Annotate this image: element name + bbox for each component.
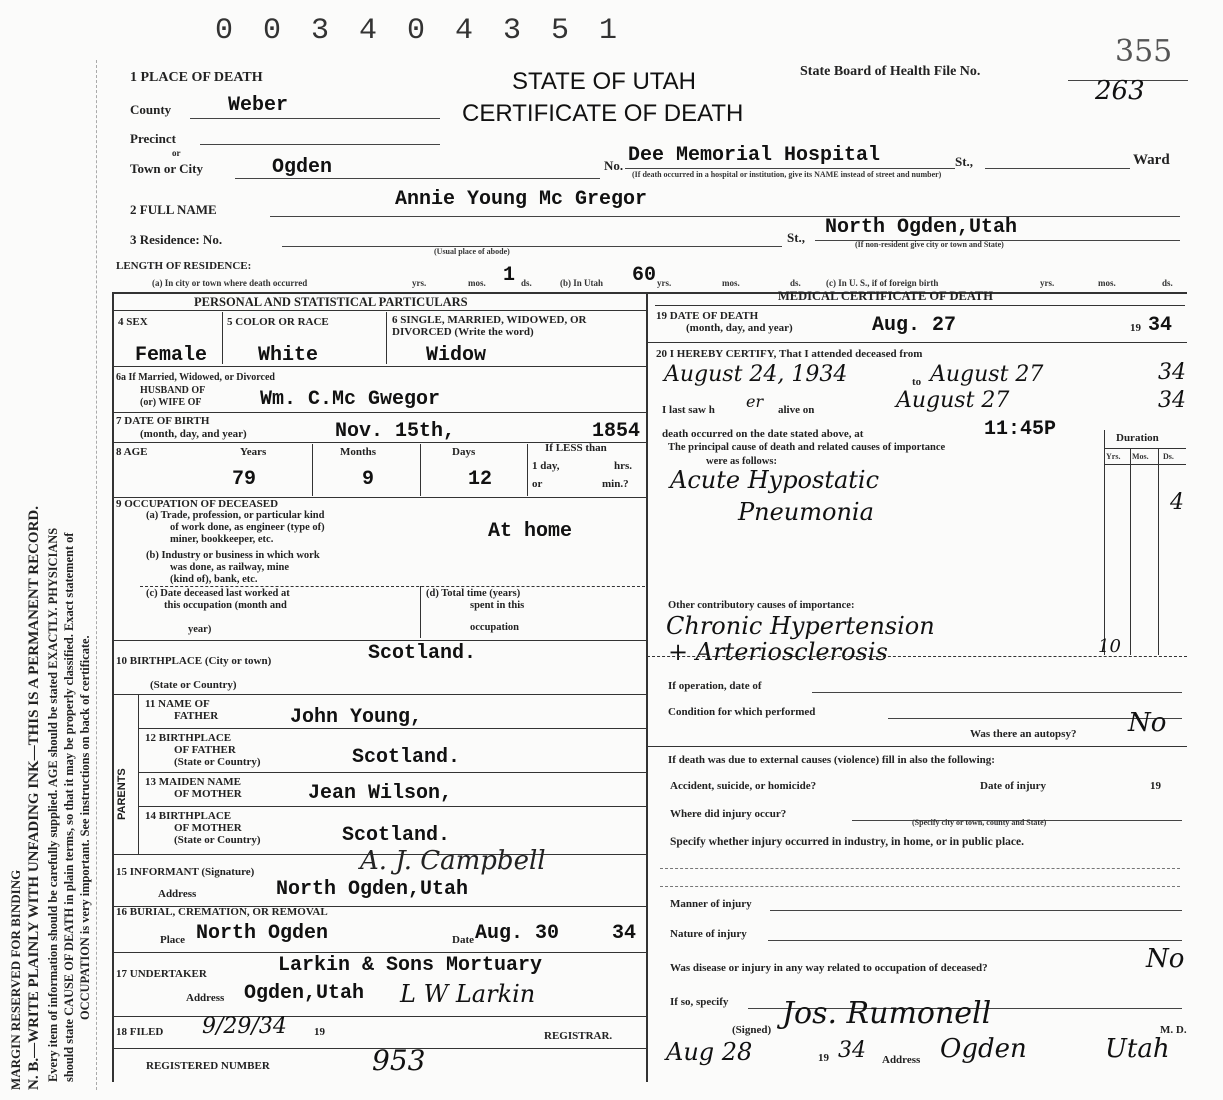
residence-days-value: 1 [503, 264, 516, 287]
mother-birthplace-value: Scotland. [342, 824, 451, 847]
occupation-a3: miner, bookkeeper, etc. [170, 534, 274, 545]
age-years-label: Years [240, 446, 267, 458]
operation-label: If operation, date of [668, 680, 762, 692]
autopsy-value: No [1128, 708, 1167, 738]
informant-address-value: North Ogden,Utah [276, 878, 469, 901]
age-days-value: 12 [468, 468, 493, 491]
undertaker-label: 17 UNDERTAKER [116, 968, 207, 980]
last-saw-her: er [746, 392, 764, 411]
registered-number-label: REGISTERED NUMBER [146, 1060, 270, 1072]
county-label: County [130, 102, 172, 117]
residence-c-yrs: yrs. [1040, 278, 1055, 288]
sex-value: Female [135, 344, 208, 367]
attended-to-label: to [912, 376, 922, 388]
street-number-label: No. [604, 158, 624, 173]
informant-label: 15 INFORMANT (Signature) [116, 866, 255, 878]
spouse-value: Wm. C.Mc Gwegor [260, 388, 441, 411]
undertaker-signature: L W Larkin [400, 980, 536, 1008]
residence-a-label: (a) In city or town where death occurred [152, 278, 308, 288]
occupation-a2: of work done, as engineer (type of) [170, 522, 325, 533]
father-birthplace-value: Scotland. [352, 746, 461, 769]
disease-label: Was disease or injury in any way related to occupation of deceased? [670, 962, 988, 974]
father-birthplace-label-3: (State or Country) [174, 756, 261, 768]
town-label: Town or City [130, 161, 203, 176]
county-value: Weber [228, 94, 289, 117]
serial-number: 0 0 3 4 0 4 3 5 1 [215, 14, 624, 48]
occupation-label: 9 OCCUPATION OF DECEASED [116, 498, 279, 510]
hospital-value: Dee Memorial Hospital [628, 144, 881, 167]
town-value: Ogden [272, 156, 333, 179]
informant-address-label: Address [158, 888, 197, 900]
certify-label: 20 I HEREBY CERTIFY, That I attended deceased from [656, 348, 923, 360]
residence-label: 3 Residence: No. [130, 232, 223, 247]
autopsy-label: Was there an autopsy? [970, 728, 1077, 740]
specify-label: Specify whether injury occurred in industry, in home, or in public place. [670, 836, 1024, 848]
full-name-label: 2 FULL NAME [130, 202, 217, 217]
physician-signature: Jos. Rumonell [782, 996, 992, 1031]
father-birthplace-label-1: 12 BIRTHPLACE [145, 732, 232, 744]
cause-label-1: The principal cause of death and related causes of importance [668, 442, 946, 453]
contrib-2-value: + Arteriosclerosis [668, 638, 888, 666]
spouse-label-3: (or) WIFE OF [140, 397, 202, 408]
signed-year: 34 [838, 1038, 866, 1063]
residence-a-yrs: yrs. [412, 278, 427, 288]
parents-side-label: PARENTS [116, 768, 128, 820]
residence-c-mos: mos. [1098, 278, 1116, 288]
residence-b-mos: mos. [722, 278, 740, 288]
dod-year-value: 34 [1148, 314, 1173, 337]
residence-a-ds: ds. [521, 278, 532, 288]
duration-yrs-label: Yrs. [1106, 452, 1121, 461]
cause-label-2: were as follows: [706, 456, 777, 467]
occupation-b2: was done, as railway, mine [170, 562, 290, 573]
age-days-label: Days [452, 446, 476, 458]
residence-b-ds: ds. [790, 278, 801, 288]
age-months-value: 9 [362, 468, 375, 491]
certificate-title: CERTIFICATE OF DEATH [462, 100, 744, 127]
signed-year-prefix: 19 [818, 1052, 829, 1064]
residence-utah-value: 60 [632, 264, 657, 287]
board-file-label: State Board of Health File No. [800, 64, 981, 79]
margin-instruction-1: N. B.—WRITE PLAINLY WITH UNFADING INK—THIS IS A PERMANENT RECORD. [26, 506, 42, 1090]
sex-label: 4 SEX [118, 316, 148, 328]
dob-value: Nov. 15th, [335, 420, 456, 443]
duration-ds-label: Ds. [1163, 452, 1174, 461]
file-number-stamp: 355 [1115, 34, 1173, 69]
mother-birthplace-label-1: 14 BIRTHPLACE [145, 810, 232, 822]
mother-birthplace-label-3: (State or Country) [174, 834, 261, 846]
occupation-b3: (kind of), bank, etc. [170, 574, 258, 585]
mother-label-2: OF MOTHER [174, 788, 242, 800]
age-months-label: Months [340, 446, 377, 458]
registered-number-value: 953 [372, 1044, 426, 1077]
board-file-number: 263 [1095, 76, 1145, 106]
dod-label-1: 19 DATE OF DEATH [656, 310, 759, 322]
spouse-label-1: 6a If Married, Widowed, or Divorced [116, 372, 275, 383]
filed-value: 9/29/34 [202, 1014, 287, 1039]
mother-value: Jean Wilson, [308, 782, 453, 805]
md-label: M. D. [1160, 1024, 1187, 1036]
residence-value: North Ogden,Utah [825, 216, 1018, 239]
age-hrs-label: hrs. [614, 460, 633, 472]
mother-birthplace-label-2: OF MOTHER [174, 822, 242, 834]
mother-label-1: 13 MAIDEN NAME [145, 776, 241, 788]
where-note: (Specify city or town, county and State) [912, 818, 1047, 827]
manner-label: Manner of injury [670, 898, 752, 910]
filed-year-prefix: 19 [314, 1026, 325, 1038]
residence-nonres-note: (If non-resident give city or town and State) [855, 240, 1004, 249]
filed-label: 18 FILED [116, 1026, 164, 1038]
age-day-label: 1 day, [532, 460, 560, 472]
alive-on-label: alive on [778, 404, 815, 416]
occupation-d3: occupation [470, 622, 520, 633]
burial-place-value: North Ogden [196, 922, 329, 945]
burial-date-value: Aug. 30 [475, 922, 560, 945]
age-label: 8 AGE [116, 446, 148, 458]
death-time-value: 11:45P [984, 418, 1057, 441]
father-birthplace-label-2: OF FATHER [174, 744, 236, 756]
dod-value: Aug. 27 [872, 314, 957, 337]
injury-year-prefix: 19 [1150, 780, 1161, 792]
marital-label: 6 SINGLE, MARRIED, WIDOWED, OR DIVORCED (Write the word) [392, 314, 587, 338]
signed-address-label: Address [882, 1054, 921, 1066]
attended-from-value: August 24, 1934 [664, 362, 848, 387]
spouse-label-2: HUSBAND OF [140, 385, 206, 396]
occupation-c2: this occupation (month and [164, 600, 287, 611]
occupation-value: At home [488, 520, 573, 543]
full-name-value: Annie Young Mc Gregor [395, 188, 648, 211]
cause-1-value: Acute Hypostatic [670, 466, 880, 494]
burial-label: 16 BURIAL, CREMATION, OR REMOVAL [116, 906, 328, 918]
residence-b-label: (b) In Utah [560, 278, 604, 288]
informant-signature: A. J. Campbell [360, 846, 546, 876]
street-label: St., [955, 154, 974, 169]
color-value: White [258, 344, 319, 367]
residence-street-label: St., [787, 230, 806, 245]
occupation-d1: (d) Total time (years) [426, 588, 521, 599]
occupation-c3: year) [188, 624, 212, 635]
birthplace-value: Scotland. [368, 642, 477, 665]
death-time-label: death occurred on the date stated above, at [662, 428, 864, 440]
undertaker-address-value: Ogden,Utah [244, 982, 365, 1005]
last-saw-label: I last saw h [662, 404, 715, 416]
residence-note: (Usual place of abode) [434, 247, 510, 256]
dod-year-prefix: 19 [1130, 322, 1141, 334]
accident-label: Accident, suicide, or homicide? [670, 780, 817, 792]
precinct-label: Precinct [130, 131, 176, 146]
place-of-death-label: 1 PLACE OF DEATH [130, 70, 263, 85]
age-min-label: min.? [602, 478, 629, 490]
duration-mos-label: Mos. [1132, 452, 1149, 461]
residence-a-mos: mos. [468, 278, 486, 288]
occupation-d2: spent in this [470, 600, 525, 611]
margin-instruction-4: OCCUPATION is very important. See instructions on back of certificate. [78, 635, 92, 1020]
duration-label: Duration [1116, 432, 1159, 444]
father-value: John Young, [290, 706, 423, 729]
undertaker-address-label: Address [186, 992, 225, 1004]
ward-label: Ward [1133, 152, 1170, 168]
residence-b-yrs: yrs. [657, 278, 672, 288]
certificate-state: STATE OF UTAH [512, 68, 696, 95]
birthplace-label: 10 BIRTHPLACE (City or town) [116, 655, 272, 667]
last-saw-year: 34 [1158, 388, 1186, 413]
residence-c-label: (c) In U. S., if of foreign birth [826, 278, 939, 288]
marital-value: Widow [426, 344, 487, 367]
father-label-2: FATHER [174, 710, 219, 722]
dob-label-2: (month, day, and year) [140, 428, 247, 440]
cause-duration-days: 4 [1170, 490, 1184, 515]
ifso-label: If so, specify [670, 996, 729, 1008]
external-label: If death was due to external causes (violence) fill in also the following: [668, 754, 995, 766]
cause-2-value: Pneumonia [738, 498, 874, 526]
injury-date-label: Date of injury [980, 780, 1046, 792]
burial-year-value: 34 [612, 922, 637, 945]
or-label: or [172, 148, 181, 158]
undertaker-value: Larkin & Sons Mortuary [278, 954, 543, 977]
last-saw-date: August 27 [896, 388, 1010, 413]
occupation-a1: (a) Trade, profession, or particular kind [146, 510, 325, 521]
father-label-1: 11 NAME OF [145, 698, 210, 710]
signed-label: (Signed) [732, 1024, 772, 1036]
age-or-label: or [532, 478, 543, 490]
binding-margin-line [96, 60, 97, 1090]
hospital-note: (If death occurred in a hospital or institution, give its NAME instead of street and number) [632, 170, 942, 179]
age-less-label: If LESS than [545, 442, 607, 454]
length-residence-label: LENGTH OF RESIDENCE: [116, 260, 252, 272]
personal-section-title: PERSONAL AND STATISTICAL PARTICULARS [194, 295, 468, 309]
medical-section-title: MEDICAL CERTIFICATE OF DEATH [778, 289, 993, 303]
margin-instruction-2: Every item of information should be carefully supplied. AGE should be stated EXACTLY. PHYSICIANS [46, 527, 60, 1082]
contrib-1-value: Chronic Hypertension [666, 612, 935, 640]
where-label: Where did injury occur? [670, 808, 787, 820]
signed-address: Ogden Utah [940, 1034, 1170, 1064]
birthplace-state-label: (State or Country) [150, 679, 237, 691]
signed-date: Aug 28 [666, 1038, 753, 1066]
occupation-b1: (b) Industry or business in which work [146, 550, 320, 561]
condition-label: Condition for which performed [668, 706, 816, 718]
dob-label-1: 7 DATE OF BIRTH [116, 415, 210, 427]
burial-date-label: Date [452, 934, 474, 946]
contrib-label: Other contributory causes of importance: [668, 600, 855, 611]
contrib-duration-yrs: 10 [1098, 636, 1121, 657]
nature-label: Nature of injury [670, 928, 747, 940]
attended-to-year: 34 [1158, 360, 1186, 385]
color-label: 5 COLOR OR RACE [227, 316, 329, 328]
dob-year: 1854 [592, 420, 641, 443]
age-years-value: 79 [232, 468, 257, 491]
disease-answer: No [1146, 944, 1185, 974]
dod-label-2: (month, day, and year) [686, 322, 793, 334]
burial-place-label: Place [160, 934, 186, 946]
attended-to-value: August 27 [930, 362, 1044, 387]
residence-c-ds: ds. [1162, 278, 1173, 288]
margin-reserved-text: MARGIN RESERVED FOR BINDING [8, 869, 23, 1090]
registrar-label: REGISTRAR. [544, 1030, 613, 1042]
margin-instruction-3: should state CAUSE OF DEATH in plain terms, so that it may be properly classified. Exact statement of [62, 532, 76, 1082]
occupation-c1: (c) Date deceased last worked at [146, 588, 290, 599]
